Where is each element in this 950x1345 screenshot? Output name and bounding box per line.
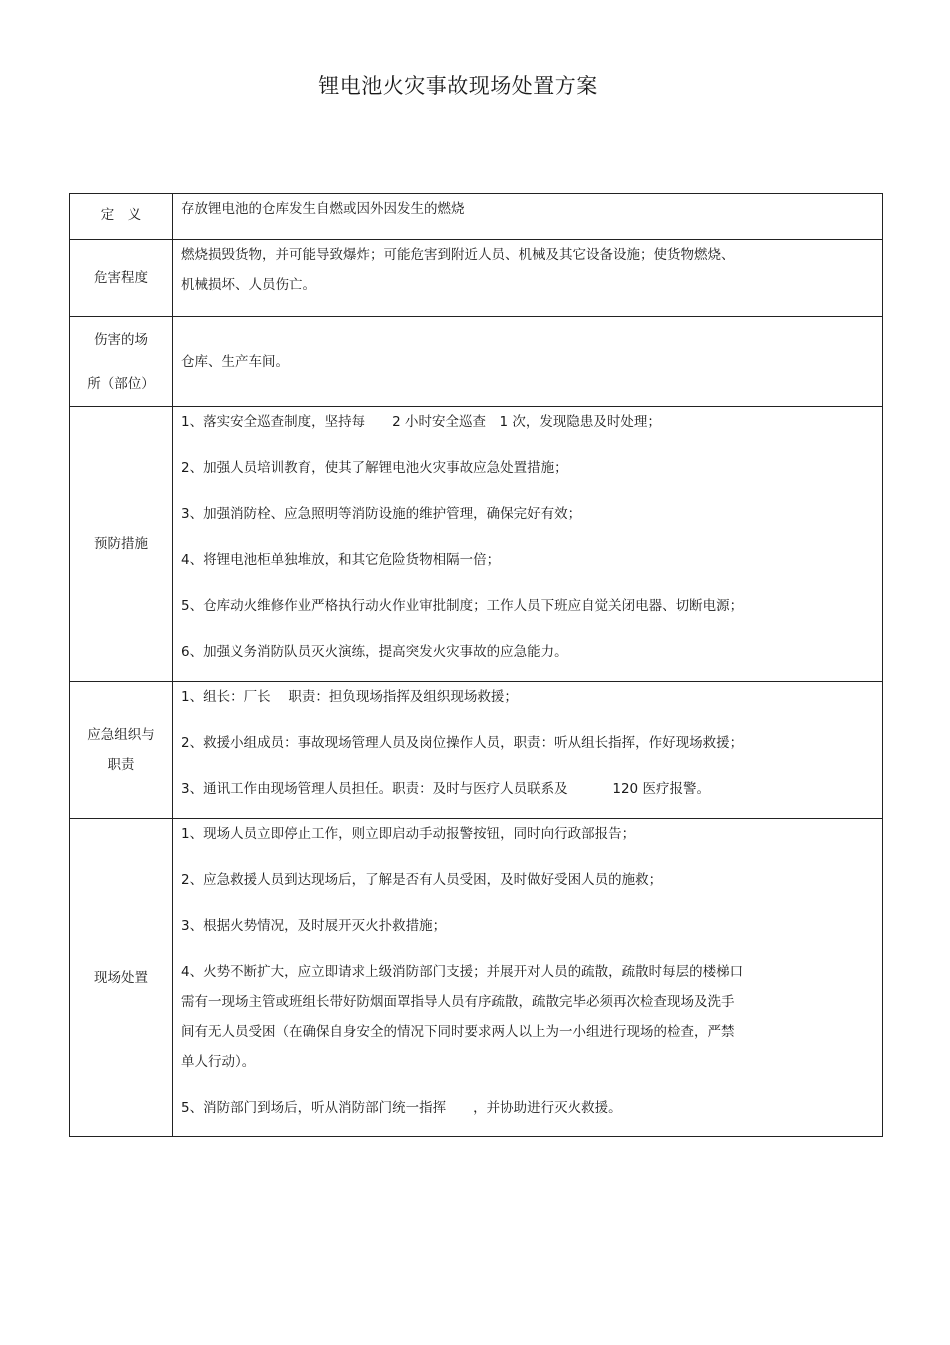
prevention-item: 4、将锂电池柜单独堆放，和其它危险货物相隔一倍； <box>181 552 501 568</box>
label-definition: 定 义 <box>70 194 173 240</box>
row-hazard <box>70 240 883 317</box>
content-onsite <box>173 819 883 1137</box>
location-text: 仓库、生产车间。 <box>181 353 289 370</box>
label-location-line-1: 伤害的场 <box>94 331 148 348</box>
content-hazard <box>173 240 883 317</box>
content-definition <box>173 194 883 240</box>
prevention-item: 1、落实安全巡查制度，坚持每 2 小时安全巡查 1 次，发现隐患及时处理； <box>181 414 661 430</box>
label-onsite: 现场处置 <box>70 819 173 1137</box>
row-prevention <box>70 407 883 682</box>
row-organization <box>70 682 883 819</box>
prevention-item: 6、加强义务消防队员灭火演练，提高突发火灾事故的应急能力。 <box>181 644 568 660</box>
prevention-item: 3、加强消防栓、应急照明等消防设施的维护管理，确保完好有效； <box>181 506 582 522</box>
onsite-item-4-line: 需有一现场主管或班组长带好防烟面罩指导人员有序疏散，疏散完毕必须再次检查现场及洗手 <box>181 994 735 1010</box>
row-location <box>70 317 883 407</box>
onsite-item: 1、现场人员立即停止工作，则立即启动手动报警按钮，同时向行政部报告； <box>181 826 636 842</box>
organization-item: 1、组长：厂长 职责：担负现场指挥及组织现场救援； <box>181 689 518 705</box>
hazard-line-1: 燃烧损毁货物，并可能导致爆炸；可能危害到附近人员、机械及其它设备设施；使货物燃烧、 <box>181 247 735 263</box>
label-prevention: 预防措施 <box>70 407 173 682</box>
hazard-line-2: 机械损坏、人员伤亡。 <box>181 277 316 293</box>
label-location-line-2: 所（部位） <box>87 375 155 392</box>
onsite-item-4-line: 4、火势不断扩大，应立即请求上级消防部门支援；并展开对人员的疏散，疏散时每层的楼梯口 <box>181 964 744 980</box>
row-definition <box>70 194 883 240</box>
onsite-item: 3、根据火势情况，及时展开灭火扑救措施； <box>181 918 447 934</box>
disposal-plan-table <box>69 193 883 1137</box>
onsite-item: 5、消防部门到场后，听从消防部门统一指挥 ，并协助进行灭火救援。 <box>181 1100 622 1116</box>
content-organization <box>173 682 883 819</box>
label-location <box>70 317 173 407</box>
prevention-item: 2、加强人员培训教育，使其了解锂电池火灾事故应急处置措施； <box>181 460 568 476</box>
organization-item: 2、救援小组成员：事故现场管理人员及岗位操作人员，职责：听从组长指挥，作好现场救援； <box>181 735 744 751</box>
label-organization-line-1: 应急组织与 <box>87 727 155 743</box>
definition-text: 存放锂电池的仓库发生自燃或因外因发生的燃烧 <box>181 201 465 217</box>
label-hazard: 危害程度 <box>70 240 173 317</box>
row-onsite <box>70 819 883 1137</box>
prevention-item: 5、仓库动火维修作业严格执行动火作业审批制度；工作人员下班应自觉关闭电器、切断电源； <box>181 598 744 614</box>
content-prevention <box>173 407 883 682</box>
onsite-item-4-line: 间有无人员受困（在确保自身安全的情况下同时要求两人以上为一小组进行现场的检查，严禁 <box>181 1024 735 1040</box>
onsite-item-4-line: 单人行动）。 <box>181 1054 256 1070</box>
onsite-item: 2、应急救援人员到达现场后，了解是否有人员受困，及时做好受困人员的施救； <box>181 872 663 888</box>
label-organization <box>70 682 173 819</box>
document-title: 锂电池火灾事故现场处置方案 <box>318 74 598 98</box>
label-organization-line-2: 职责 <box>107 757 135 773</box>
content-location <box>173 317 883 407</box>
organization-item: 3、通讯工作由现场管理人员担任。职责：及时与医疗人员联系及 120 医疗报警。 <box>181 781 710 797</box>
